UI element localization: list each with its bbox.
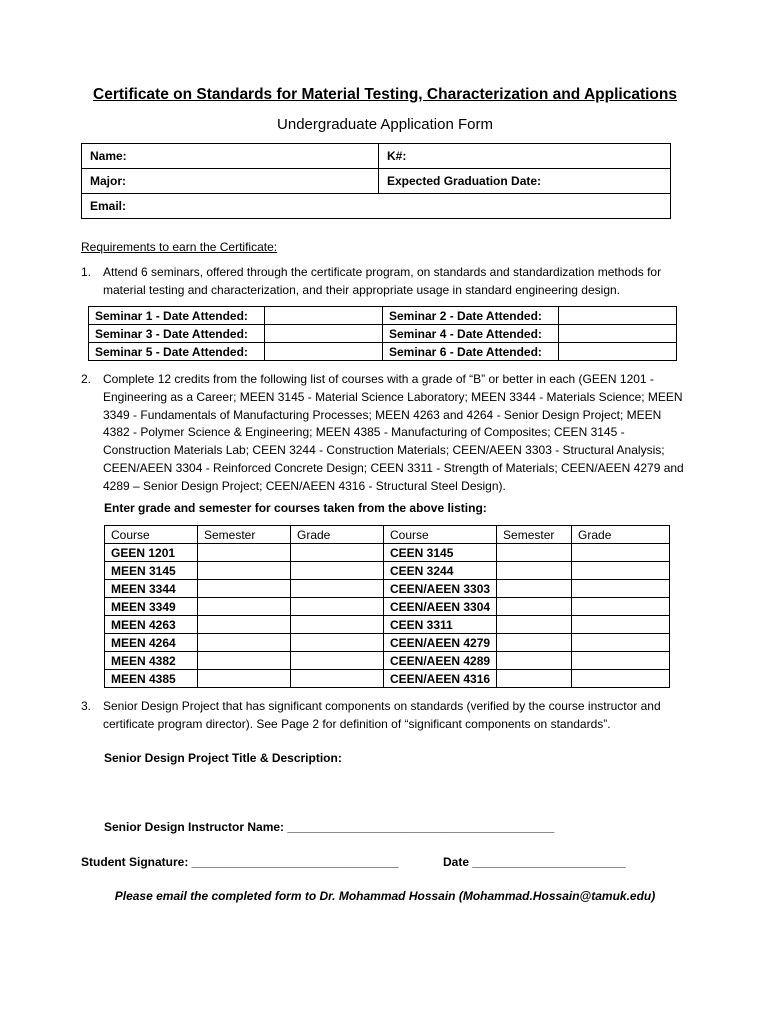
grade-cell[interactable] — [291, 562, 384, 580]
column-header: Semester — [497, 526, 572, 544]
table-row — [105, 670, 670, 688]
seminar-date-cell[interactable] — [559, 343, 677, 361]
seminar-row — [89, 325, 677, 343]
semester-cell[interactable] — [198, 598, 291, 616]
semester-cell[interactable] — [497, 670, 572, 688]
seminar-date-cell[interactable] — [559, 325, 677, 343]
knum-field[interactable]: K#: — [379, 144, 671, 169]
table-row — [105, 652, 670, 670]
semester-cell[interactable] — [497, 616, 572, 634]
seminar-label: Seminar 1 - Date Attended: — [89, 307, 265, 325]
form-title: Certificate on Standards for Material Testing, Characterization and Applications — [93, 86, 677, 103]
grade-cell[interactable] — [291, 670, 384, 688]
grade-cell[interactable] — [572, 544, 670, 562]
table-row — [105, 562, 670, 580]
seminar-date-cell[interactable] — [265, 325, 383, 343]
course-code: CEEN/AEEN 3303 — [384, 580, 497, 598]
grade-cell[interactable] — [291, 634, 384, 652]
seminar-date-cell[interactable] — [265, 307, 383, 325]
applicant-info-table — [81, 143, 671, 219]
requirement-2-number: 2. — [81, 372, 92, 386]
seminar-label: Seminar 2 - Date Attended: — [383, 307, 559, 325]
semester-cell[interactable] — [497, 634, 572, 652]
seminar-row — [89, 343, 677, 361]
semester-cell[interactable] — [497, 580, 572, 598]
course-code: MEEN 3145 — [105, 562, 198, 580]
grade-cell[interactable] — [291, 544, 384, 562]
name-field[interactable]: Name: — [82, 144, 379, 169]
grade-cell[interactable] — [572, 598, 670, 616]
submission-instructions: Please email the completed form to Dr. Mohammad Hossain (Mohammad.Hossain@tamuk.edu) — [114, 889, 656, 903]
grade-cell[interactable] — [572, 652, 670, 670]
semester-cell[interactable] — [198, 580, 291, 598]
seminar-label: Seminar 6 - Date Attended: — [383, 343, 559, 361]
requirement-1 — [81, 264, 691, 300]
table-row — [105, 544, 670, 562]
course-code: CEEN 3311 — [384, 616, 497, 634]
course-table — [104, 525, 670, 688]
semester-cell[interactable] — [198, 652, 291, 670]
seminar-label: Seminar 4 - Date Attended: — [383, 325, 559, 343]
project-title-label: Senior Design Project Title & Description: — [104, 751, 342, 765]
email-field[interactable]: Email: — [82, 194, 671, 219]
seminar-date-cell[interactable] — [559, 307, 677, 325]
seminar-label: Seminar 5 - Date Attended: — [89, 343, 265, 361]
student-signature-line[interactable]: Student Signature: _______________________________ — [81, 855, 399, 869]
date-line[interactable]: Date _______________________ — [443, 855, 626, 869]
requirement-3-text: Senior Design Project that has significant components on standards (verified by the course instructor and certificate program director). See Page 2 for definition of “significant components on standards”. — [103, 699, 661, 731]
seminar-row — [89, 307, 677, 325]
requirements-heading: Requirements to earn the Certificate: — [81, 240, 278, 254]
table-row — [105, 580, 670, 598]
instructor-name-line[interactable]: Senior Design Instructor Name: ________________________________________ — [104, 820, 555, 834]
grade-cell[interactable] — [572, 634, 670, 652]
semester-cell[interactable] — [497, 652, 572, 670]
semester-cell[interactable] — [497, 544, 572, 562]
course-code: MEEN 4385 — [105, 670, 198, 688]
course-code: CEEN 3145 — [384, 544, 497, 562]
column-header: Grade — [572, 526, 670, 544]
semester-cell[interactable] — [198, 634, 291, 652]
requirement-1-text: Attend 6 seminars, offered through the certificate program, on standards and standardization methods for material testing and characterization, and their appropriate usage in standard engineering design. — [103, 265, 662, 297]
grade-cell[interactable] — [291, 616, 384, 634]
seminar-table — [88, 306, 677, 361]
table-row — [105, 598, 670, 616]
grade-cell[interactable] — [572, 670, 670, 688]
grade-cell[interactable] — [291, 598, 384, 616]
major-field[interactable]: Major: — [82, 169, 379, 194]
requirement-2-text: Complete 12 credits from the following list of courses with a grade of “B” or better in each (GEEN 1201 - Engineering as a Career; MEEN 3145 - Material Science Laboratory; MEEN 3344 - Materials Science; MEEN 3349 - Fundamentals of Manufacturing Processes; MEEN 4263 and 4264 - Senior Design Project; MEEN 4382 - Polymer Science & Engineering; MEEN 4385 - Manufacturing of Composites; CEEN 3145 - Construction Materials Lab; CEEN 3244 - Construction Materials; CEEN/AEEN 3303 - Structural Analysis; CEEN/AEEN 3304 - Reinforced Concrete Design; CEEN 3311 - Strength of Materials; CEEN/AEEN 4279 and 4289 – Senior Design Project; CEEN/AEEN 4316 - Structural Steel Design). — [103, 372, 684, 493]
grade-cell[interactable] — [291, 652, 384, 670]
course-code: CEEN/AEEN 4279 — [384, 634, 497, 652]
course-code: MEEN 4263 — [105, 616, 198, 634]
semester-cell[interactable] — [497, 562, 572, 580]
grade-cell[interactable] — [572, 580, 670, 598]
semester-cell[interactable] — [198, 616, 291, 634]
requirement-1-number: 1. — [81, 265, 92, 279]
course-code: CEEN/AEEN 4316 — [384, 670, 497, 688]
course-code: MEEN 4382 — [105, 652, 198, 670]
table-row — [105, 634, 670, 652]
form-subtitle: Undergraduate Application Form — [277, 116, 493, 133]
grade-cell[interactable] — [291, 580, 384, 598]
requirement-2 — [81, 371, 691, 496]
course-code: GEEN 1201 — [105, 544, 198, 562]
project-description-area[interactable] — [104, 772, 670, 812]
course-code: CEEN 3244 — [384, 562, 497, 580]
requirement-3 — [81, 698, 691, 734]
course-table-header — [105, 526, 670, 544]
graduation-date-field[interactable]: Expected Graduation Date: — [379, 169, 671, 194]
course-entry-instruction: Enter grade and semester for courses taken from the above listing: — [104, 501, 487, 515]
course-code: CEEN/AEEN 4289 — [384, 652, 497, 670]
semester-cell[interactable] — [198, 670, 291, 688]
grade-cell[interactable] — [572, 616, 670, 634]
column-header: Grade — [291, 526, 384, 544]
grade-cell[interactable] — [572, 562, 670, 580]
seminar-date-cell[interactable] — [265, 343, 383, 361]
semester-cell[interactable] — [497, 598, 572, 616]
table-row — [105, 616, 670, 634]
semester-cell[interactable] — [198, 562, 291, 580]
course-code: MEEN 3349 — [105, 598, 198, 616]
course-code: MEEN 4264 — [105, 634, 198, 652]
course-code: MEEN 3344 — [105, 580, 198, 598]
column-header: Course — [105, 526, 198, 544]
seminar-label: Seminar 3 - Date Attended: — [89, 325, 265, 343]
column-header: Course — [384, 526, 497, 544]
course-code: CEEN/AEEN 3304 — [384, 598, 497, 616]
requirement-3-number: 3. — [81, 699, 92, 713]
column-header: Semester — [198, 526, 291, 544]
semester-cell[interactable] — [198, 544, 291, 562]
